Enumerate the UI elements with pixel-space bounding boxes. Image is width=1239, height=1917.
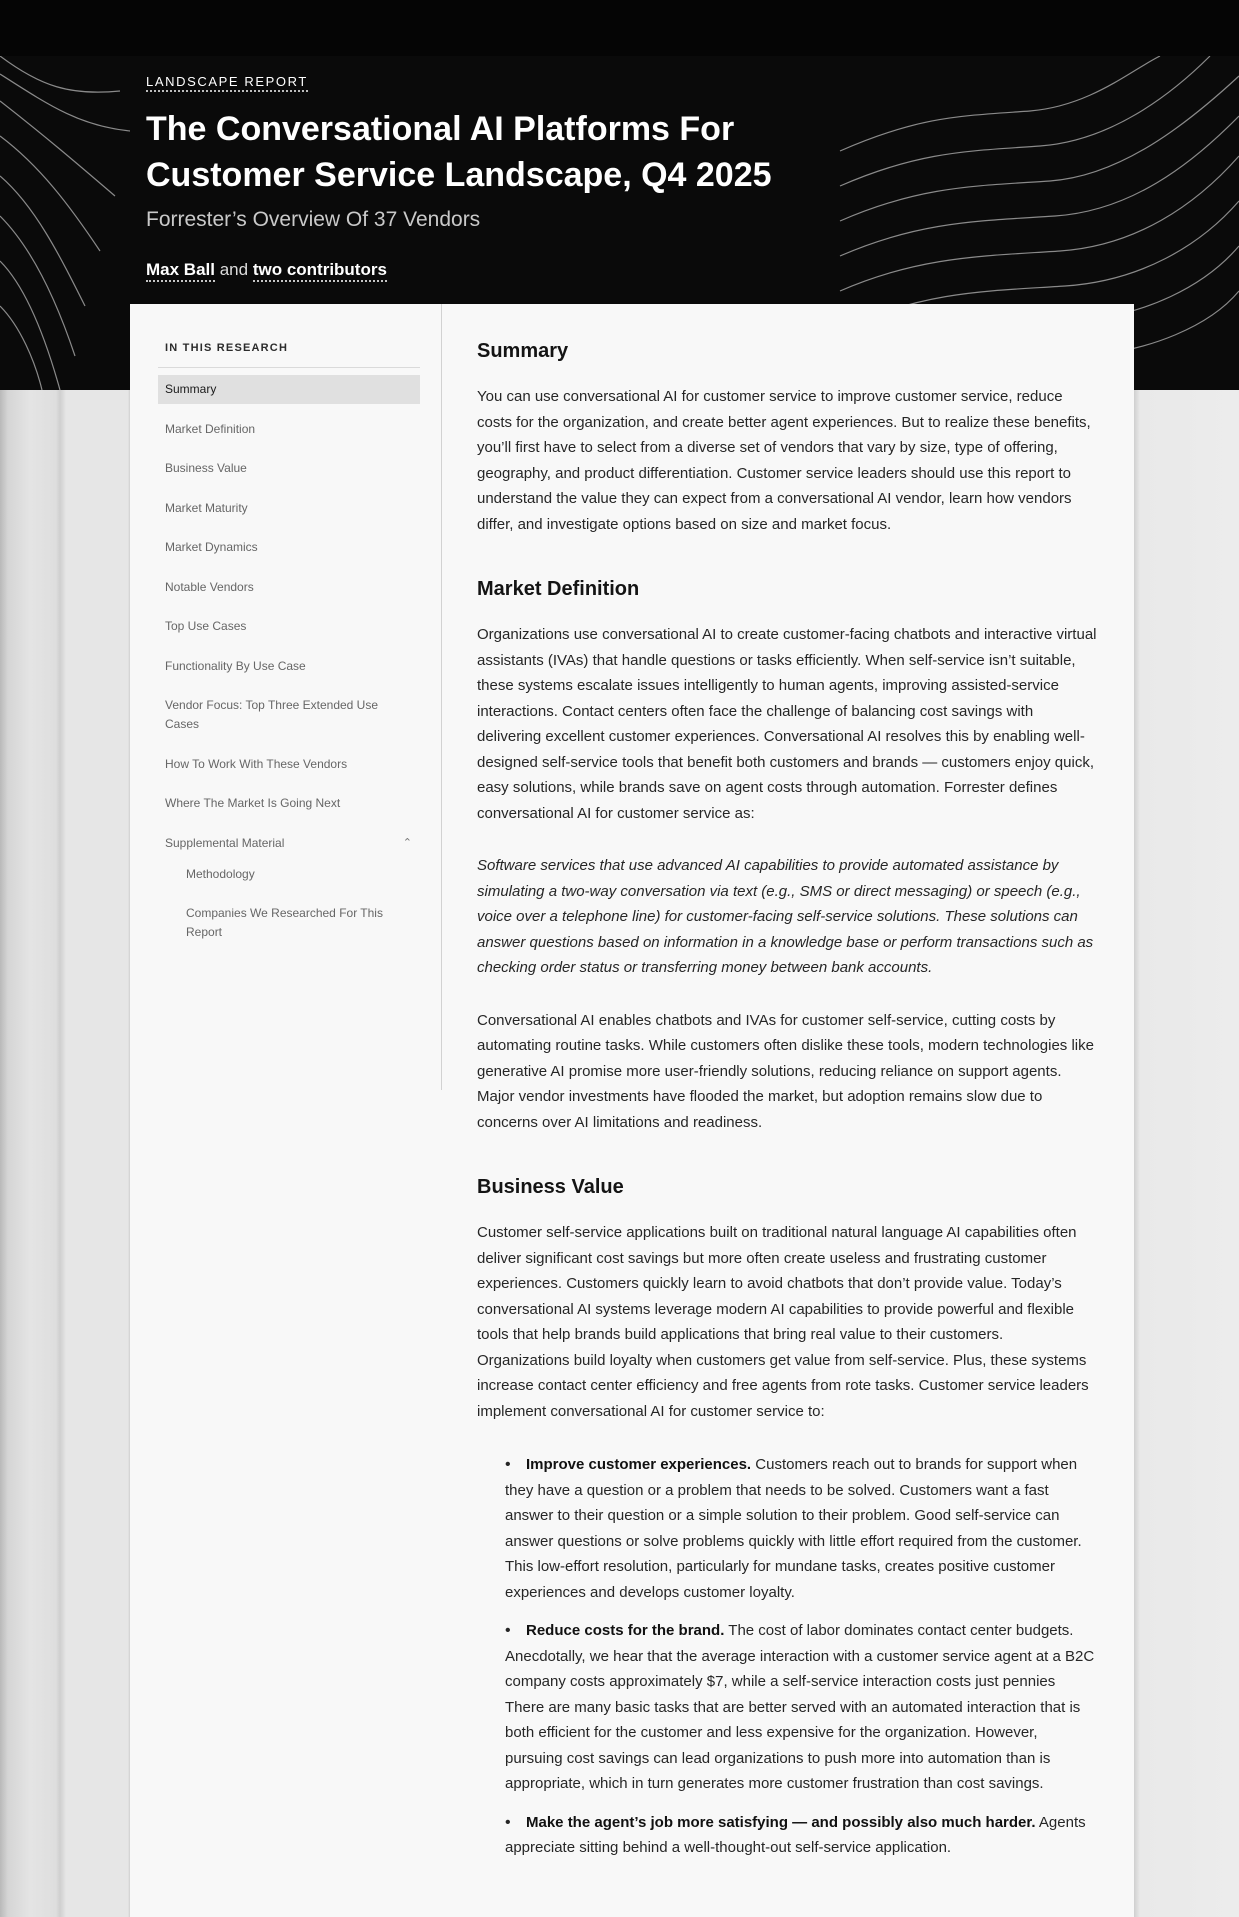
table-of-contents (158, 342, 420, 958)
summary-heading: Summary (477, 340, 569, 362)
toc-item-functionality-by-use-case[interactable]: Functionality By Use Case (165, 658, 306, 673)
summary-paragraph: You can use conversational AI for customer service to improve customer service, reduce costs for the organization, and create better agent experiences. But to realize these benefits, you’ll first have to select from a diverse set of vendors that vary by size, type of offering, geography, and product differentiation. Customer service leaders should use this report to understand the value they can expect from a conversational AI vendor, learn how vendors differ, and investigate options based on size and market focus. (477, 388, 1091, 533)
section-summary (477, 336, 1097, 537)
list-item (505, 1452, 1097, 1605)
toc-item-market-maturity[interactable]: Market Maturity (165, 500, 248, 515)
business-value-list (477, 1452, 1097, 1861)
contributors-link[interactable]: two contributors (253, 260, 387, 282)
section-market-definition (477, 574, 1097, 1135)
toc-item-vendor-focus[interactable]: Vendor Focus: Top Three Extended Use Cases (165, 698, 379, 731)
toc-item-market-definition[interactable]: Market Definition (165, 421, 256, 436)
bullet-text: Agents appreciate sitting behind a well-thought-out self-service application. (505, 1813, 1086, 1856)
list-item (505, 1618, 1097, 1797)
sidebar-divider (441, 304, 442, 1090)
page-stack-left-edge (0, 390, 130, 1917)
chevron-up-icon[interactable]: ⌃ (402, 836, 412, 849)
report-title-line-2: Customer Service Landscape, Q4 2025 (146, 156, 772, 194)
toc-subitem-companies-researched[interactable]: Companies We Researched For This Report (186, 906, 383, 939)
toc-subitem-methodology[interactable]: Methodology (186, 866, 255, 881)
toc-heading: IN THIS RESEARCH (165, 342, 289, 354)
author-link[interactable]: Max Ball (146, 260, 215, 282)
market-definition-heading: Market Definition (477, 578, 640, 600)
report-subtitle: Forrester’s Overview Of 37 Vendors (146, 208, 481, 231)
toc-item-how-to-work-with-vendors[interactable]: How To Work With These Vendors (165, 756, 348, 771)
section-business-value (477, 1172, 1097, 1861)
toc-item-business-value[interactable]: Business Value (165, 461, 247, 475)
bullet-lead: Make the agent’s job more satisfying — and possibly also much harder. (526, 1813, 1036, 1831)
list-item (505, 1810, 1097, 1861)
bullet-lead: Reduce costs for the brand. (526, 1622, 725, 1639)
bullet-lead: Improve customer experiences. (526, 1456, 752, 1473)
toc-item-supplemental-material[interactable] (158, 829, 420, 858)
author-joiner: and (219, 260, 249, 279)
bullet-text: The cost of labor dominates contact center budgets. Anecdotally, we hear that the average interaction with a customer service agent at a B2C company costs approximately $7, while a self-service interaction costs just pennies There are many basic tasks that are better served with an automated interaction that is both efficient for the customer and less expensive for the organization. However, pursuing cost savings can lead organizations to push more into automation than is appropriate, which in turn generates more customer frustration than cost savings. (505, 1622, 1095, 1792)
business-value-heading: Business Value (477, 1176, 624, 1198)
bullet-text: Customers reach out to brands for support when they have a question or a problem that needs to be solved. Customers want a fast answer to their question or a simple solution to their problem. Good self-service can answer questions or solve problems quickly with little effort required from the customer. This low-effort resolution, particularly for mundane tasks, creates positive customer experiences and develops customer loyalty. (505, 1456, 1082, 1601)
market-definition-paragraph-2: Conversational AI enables chatbots and IVAs for customer self-service, cutting costs by automating routine tasks. While customers often dislike these tools, modern technologies like generative AI promise more user-friendly solutions, reducing reliance on support agents. Major vendor investments have flooded the market, but adoption remains slow due to concerns over AI limitations and readiness. (477, 1011, 1094, 1131)
toc-item-supplemental-label: Supplemental Material (165, 835, 285, 850)
market-definition-paragraph: Organizations use conversational AI to create customer-facing chatbots and interactive virtual assistants (IVAs) that handle questions or tasks efficiently. When self-service isn’t suitable, these systems escalate issues intelligently to human agents, improving assisted-service interactions. Contact centers often face the challenge of balancing cost savings with delivering excellent customer experiences. Conversational AI resolves this by enabling well-designed self-service tools that benefit both customers and brands — customers enjoy quick, easy solutions, while brands save on agent costs through automation. Forrester defines conversational AI for customer service as: (477, 626, 1097, 822)
toc-item-market-dynamics[interactable]: Market Dynamics (165, 540, 258, 554)
page-stack-right-edge (1134, 390, 1239, 1917)
toc-item-top-use-cases[interactable]: Top Use Cases (165, 619, 247, 633)
business-value-paragraph: Customer self-service applications built on traditional natural language AI capabilities often deliver significant cost savings but more often create useless and frustrating customer experiences. Customers quickly learn to avoid chatbots that don’t provide value. Today’s conversational AI systems leverage modern AI capabilities to provide powerful and flexible tools that help brands build applications that bring real value to their customers. Organizations build loyalty when customers get value from self-service. Plus, these systems increase contact center efficiency and free agents from rote tasks. Customer service leaders implement conversational AI for customer service to: (477, 1224, 1089, 1420)
report-title (146, 106, 846, 198)
toc-divider (158, 367, 420, 368)
toc-item-where-market-is-going[interactable]: Where The Market Is Going Next (165, 796, 341, 810)
report-type-label[interactable]: LANDSCAPE REPORT (146, 74, 308, 92)
author-line (146, 260, 846, 280)
toc-item-summary[interactable]: Summary (158, 375, 420, 404)
report-title-line-1: The Conversational AI Platforms For (146, 110, 735, 148)
top-band (0, 0, 1239, 56)
report-content (477, 336, 1097, 1874)
market-definition-quote: Software services that use advanced AI capabilities to provide automated assistance by simulating a two-way conversation via text (e.g., SMS or direct messaging) or speech (e.g., voice over a telephone line) for customer-facing self-service solutions. These solutions can answer questions based on information in a knowledge base or perform transactions such as checking order status or transferring money between bank accounts. (477, 857, 1094, 976)
toc-item-notable-vendors[interactable]: Notable Vendors (165, 579, 254, 594)
report-page (130, 304, 1134, 1917)
